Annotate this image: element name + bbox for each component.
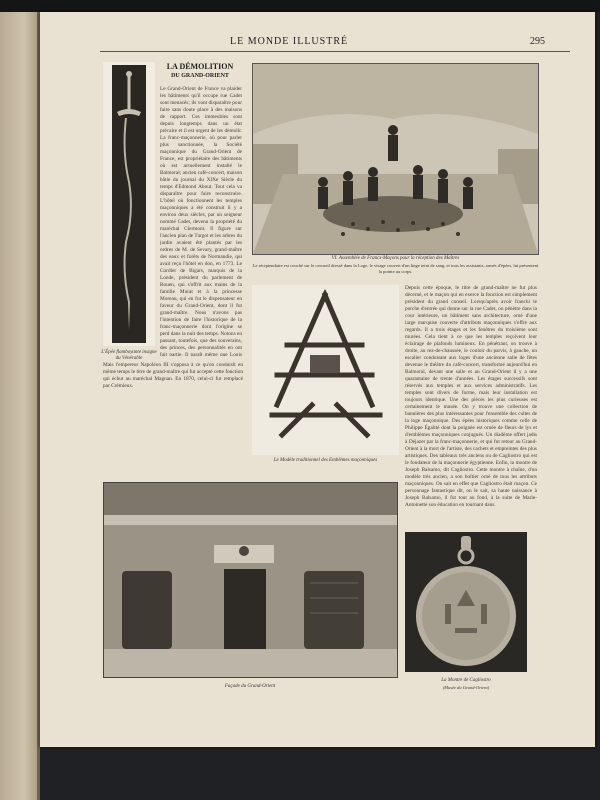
article-text-left-bottom: Mais l'empereur Napoléon III s'opposa à ce qu'on conduisît en même temps le titre de grand-maître qui fut accepté cette fonction qui échut au maréchal Magnan. En 1870, celui-ci fut remplacé par Crémieux. — [103, 362, 243, 389]
cagliostro-watch-photo — [405, 532, 527, 672]
assembly-caption-description: Le récipiendaire est couché sur le cercueil dressé dans la Loge, le visage couvert d'un linge teint de sang, et tous les assistants, armés d'épées, lui présentent la pointe au corps. — [252, 263, 539, 274]
top-dark-band — [0, 0, 600, 12]
article-title-line1: LA DÉMOLITION — [166, 62, 234, 71]
journal-title: LE MONDE ILLUSTRÉ — [230, 36, 349, 47]
watch-caption: La Montre de Cagliostro — [441, 678, 491, 683]
previous-page-edge — [0, 0, 40, 800]
article-text-right: Depuis cette époque, le titre de grand-maître ne fut plus décerné, et le maçon qui en exerce la fonction est simplement président du grand conseil. Lorsqu'après avoir franchi le porche d'entrée qui donne sur la rue Cadet, on pénètre dans la cour intérieure, un bâtiment sans architecture, orné d'une large marquise couverte d'attributs maçonniques s'offre aux regards. Il a trois étages et les fenêtres du troisième sont murées. Cela tient à ce que les temples reçoivent leur éclairage de plafonds lumineux. En pénétrant, on trouve à droite, au rez-de-chaussée, le couloir du parvis, à gauche, un escalier conduisant aux loges d'une ancienne salle de fêtes devenue le théâtre du café-concert, transformé aujourd'hui en Balmoral, devant une salle et au Grand-Orient il y a une quarantaine de trente d'années. Les étages successifs sont réservés aux temples et aux services administratifs. Les temples sont divers de forme, mais leur installation est toujours identique. Une des pièces les plus curieuses est certainement le musée. On y trouve une collection de bannières des plus intéressantes pour l'ensemble des cultes de la loge maçonnique. Des épées historiques comme celle de Philippe Égalité dont la poignée est ornée de fleurs de lys et d'emblèmes maçonniques conjugués. Un diadème offert jadis à Déjazet par la franc-maçonnerie, et qui fut retour au Grand-Orient à la mort de l'artiste, des cachets et empreintes des plus artistiques. Des tableaux très anciens ou de Cagliostro qui est le fondateur de la maçonnerie égyptienne. Enfin, la montre de Joseph Balsamo, dit Cagliostro. Cette montre à chaîne, d'un modèle très ancien, a son boîtier orné de tous les attributs maçonniques. On sait en effet que Cagliostro était maçon. Ce personnage fantastique dit, on le sait, sa haute naissance à Joseph Balsamo, il fut tout au fond, à la suite de Marie-Antoinette son éducation en tournant dans. — [405, 285, 537, 508]
article-text-left: Le Grand-Orient de France va plaider les bâtiments qu'il occupe rue Cadet sont menacés; ils vont disparaître pour faire sans doute place à des maisons de rapport. Ces immeubles sont depuis longtemps dans un état précaire et il est urgent de les démolir. La franc-maçonnerie, où pour parler plus sanctionnée, la Société maçonnique du Grand-Orient de France, est propriétaire des bâtiments où est actuellement installé le Balmoral; ancien café-concert, maison bâtie du journal du XIXe Siècle du temps d'Edmond About. Tout cela va disparaître pour faire reconstruire. L'hôtel où fonctionnent les temples maçonniques a été construit il y a environ deux siècles, par un seigneur nommé Cadet, devenu la propriété du maréchal Clermont. Il figure sur l'ancien plan de Turgot et les arbres du jardin avaient été plantés par les ordres de M. de Sevary, grand-maître des eaux et forêts de Normandie, qui avait reçu l'hôtel en don, en 1773. Le Cordier de Bigars, marquis de la Londe, président du parlement de Rouen, qui s'offrit aux mains de la famille Murat et à la princesse Moreau, qui en fut le dispensateur en faveur du Grand-Orient, dont il fut grand-maître. Nous n'avons pas l'intention de faire l'historique de la franc-maçonnerie dont l'origine se perd dans la nuit des temps. Notons en passant, toutefois, que des souverains, des princes, des personnalités en ont fait partie. Il paraît même que Louis — [160, 86, 242, 356]
sword-illustration — [103, 62, 155, 346]
article-title — [160, 62, 240, 79]
watch-caption-source: (Musée du Grand-Orient) — [442, 685, 490, 690]
emblems-caption: Le Modèle traditionnel des Emblèmes maçonniques — [273, 458, 378, 463]
masonic-assembly-illustration — [252, 63, 539, 255]
article-title-line2: DU GRAND-ORIENT — [171, 73, 229, 79]
header-rule — [100, 51, 570, 52]
page-number: 295 — [530, 36, 545, 47]
facade-photo — [103, 482, 398, 678]
facade-caption: Façade du Grand-Orient — [224, 684, 276, 689]
sword-caption: L'Épée flamboyante insigne du Vénérable — [101, 350, 157, 361]
assembly-caption-title: Assemblée de Francs-Maçons pour la réception des Maîtres — [338, 256, 460, 261]
assembly-caption — [252, 256, 539, 262]
masonic-emblems-illustration — [252, 285, 399, 455]
assembly-caption-number: VI. — [331, 256, 338, 261]
